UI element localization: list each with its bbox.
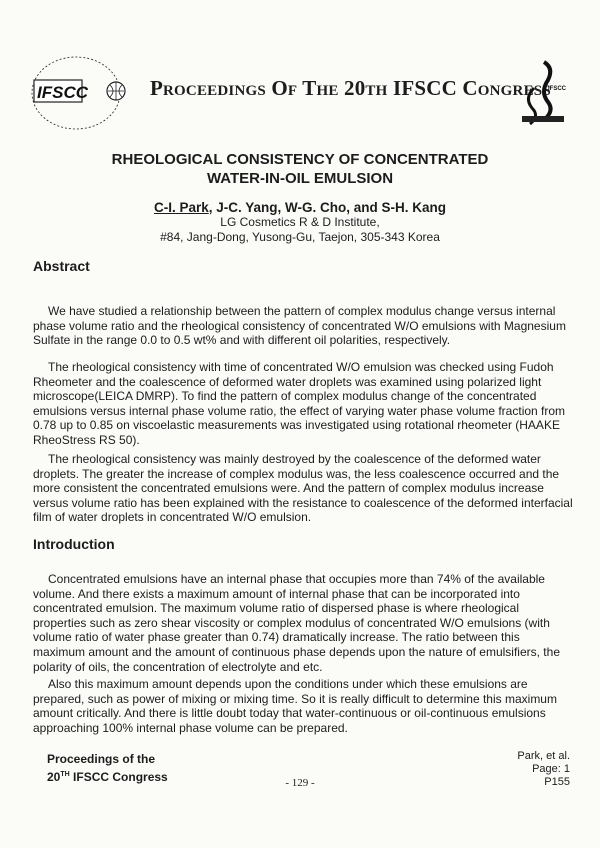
footer-left-line1: Proceedings of the [47,752,156,766]
abstract-paragraph-1 [33,304,573,348]
author-list [0,200,600,215]
abstract-p3-text: The rheological consistency was mainly destroyed by the coalescence of the deformed water droplets. The greater the increase of complex modulus was, the less coalescence occurred and the more consistent the concentrated emulsions were. And the pattern of complex modulus increase versus volume ratio has been explained with the resistance to coalescence of the deformed interfacial film of water droplets in concentrated W/O emulsion. [33,452,573,525]
paper-title-line1: RHEOLOGICAL CONSISTENCY OF CONCENTRATED [111,151,489,168]
congress-logo-icon [518,58,568,128]
intro-p1-text: Concentrated emulsions have an internal phase that occupies more than 74% of the available volume. And there exists a maximum amount of internal phase that can be incorporated into concentrated emulsion. The maximum volume ratio of dispersed phase is where rheological properties such as zero shear viscosity or complex modulus of concentrated W/O emulsions (with volume ratio of water phase greater than 0.74) dramatically increase. The ratio between this maximum amount and the amount of continuous phase depends upon the nature of emulsifiers, the polarity of oils, the concentration of electrolyte and etc. [33,572,560,674]
affiliation-line2: #84, Jang-Dong, Yusong-Gu, Taejon, 305-343 Korea [160,230,440,244]
proceedings-header-title: Proceedings Of The 20th IFSCC Congress [150,76,551,100]
introduction-paragraph-2 [33,677,573,735]
abstract-heading: Abstract [33,258,90,274]
abstract-p2-text: The rheological consistency with time of concentrated W/O emulsion was checked using Fudoh Rheometer and the coalescence of deformed water droplets was examined using polarized light microscope(LEICA DMRP). To find the pattern of complex modulus change of the concentrated emulsions versus internal phase volume ratio, the effect of varying water phase volume fraction from 0.78 up to 0.85 on viscoelastic measurements was investigated using rotational rheometer (HAAKE RheoStress RS 50). [33,360,566,447]
first-author: C-I. Park [153,200,209,215]
abstract-paragraph-3 [33,452,573,525]
abstract-paragraph-2 [33,360,573,448]
footer-page: Page: 1 [532,763,570,775]
page-number: - 129 - [285,777,315,789]
affiliation-line1: LG Cosmetics R & D Institute, [220,215,380,229]
introduction-paragraph-1 [33,572,573,674]
footer-ordinal: 20 [47,770,61,784]
intro-p2-text: Also this maximum amount depends upon the conditions under which these emulsions are prepared, such as power of mixing or mixing time. So it is really difficult to determine this maximum amount critically. And there is little doubt today that water-continuous or oil-continuous emulsions approaching 100% internal phase volume can be prepared. [33,677,557,735]
ifscc-federation-logo [28,48,138,138]
introduction-heading: Introduction [33,536,115,552]
footer-congress: IFSCC Congress [69,770,168,784]
affiliation [0,215,600,245]
footer-ordinal-suffix: TH [60,771,70,778]
paper-title [0,150,600,188]
footer-authors: Park, et al. [517,750,570,762]
footer-poster-id: P155 [544,776,570,788]
svg-text:IFSCC: IFSCC [37,83,88,102]
svg-text:IFSCC: IFSCC [548,86,566,92]
abstract-p1-text: We have studied a relationship between the pattern of complex modulus change versus internal phase volume ratio and the rheological consistency of concentrated W/O emulsions with Magnesium Sulfate in the range 0.0 to 0.5 wt% and with different oil polarities, respectively. [33,304,566,348]
paper-title-line2: WATER-IN-OIL EMULSION [206,170,394,187]
other-authors: , J-C. Yang, W-G. Cho, and S-H. Kang [208,200,447,215]
